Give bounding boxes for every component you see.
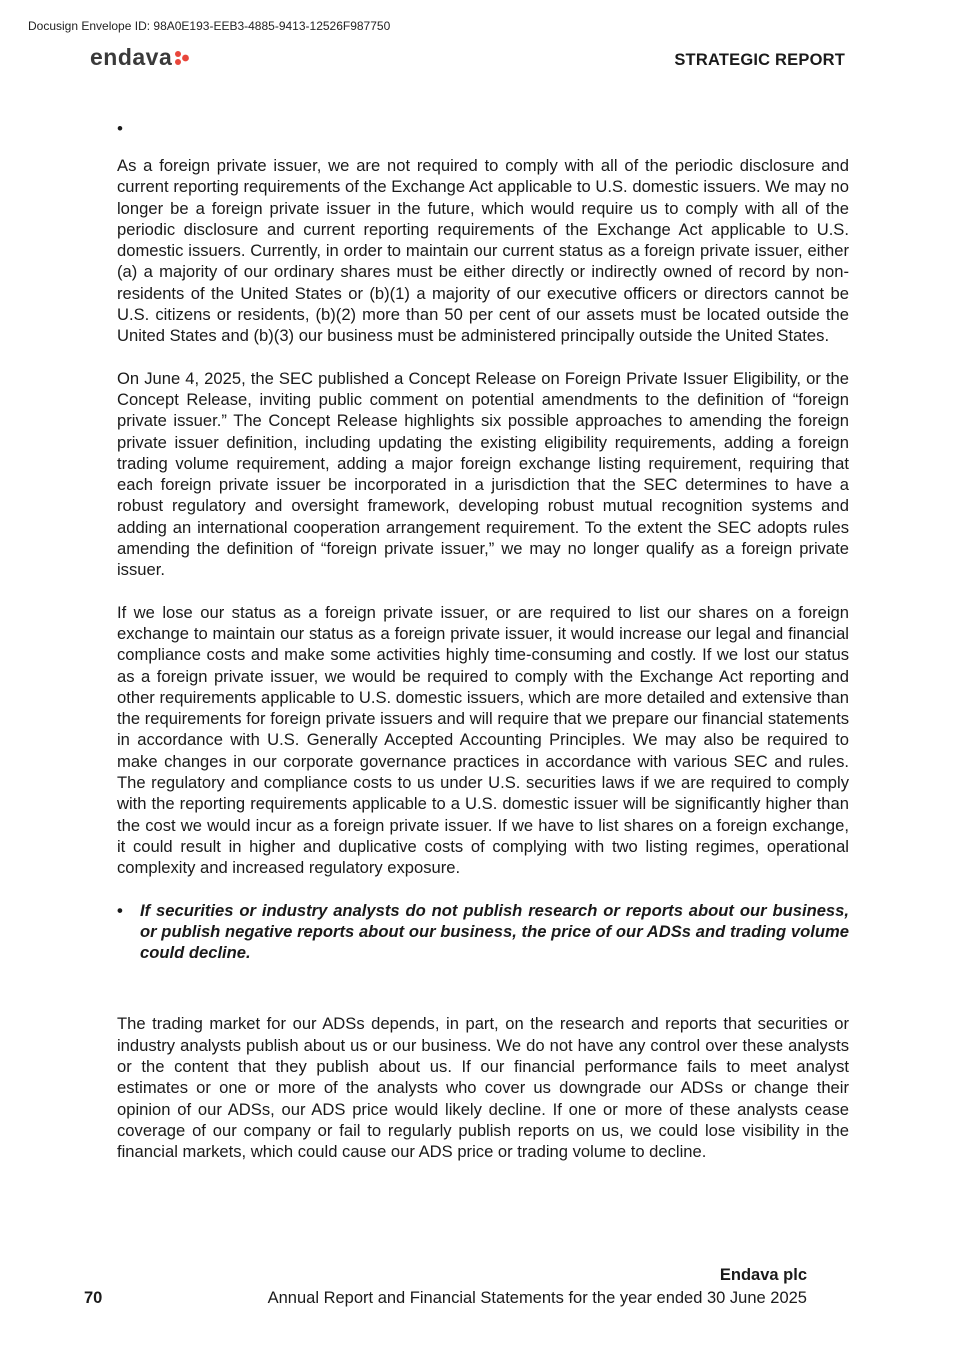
- document-body: [117, 118, 849, 1183]
- docusign-envelope-id: Docusign Envelope ID: 98A0E193-EEB3-4885-9413-12526F987750: [28, 19, 391, 33]
- paragraph-concept-release: On June 4, 2025, the SEC published a Concept Release on Foreign Private Issuer Eligibility, or the Concept Release, inviting public comment on potential amendments to the definition of “foreign private issuer.” The Concept Release highlights six possible approaches to amending the foreign private issuer definition, including updating the existing eligibility requirements, adding a foreign trading volume requirement, adding a major foreign exchange listing requirement, requiring that each foreign private issuer be incorporated in a jurisdiction that the SEC determines to have a robust regulatory and oversight framework, developing robust mutual recognition systems and adding an international cooperation arrangement requirement. To the extent the SEC adopts rules amending the definition of “foreign private issuer,” we may no longer qualify as a foreign private issuer.: [117, 368, 849, 580]
- risk-bullet: •: [117, 900, 123, 920]
- empty-bullet: •: [117, 119, 123, 138]
- paragraph-lose-status: If we lose our status as a foreign private issuer, or are required to list our shares on a foreign exchange to maintain our status as a foreign private issuer, it would increase our legal and financial compliance costs and make some activities highly time-consuming and costly. If we lost our status as a foreign private issuer, we would be required to comply with the Exchange Act reporting and other requirements applicable to U.S. domestic issuers, which are more detailed and extensive than the requirements for foreign private issuers and will require that we prepare our financial statements in accordance with U.S. Generally Accepted Accounting Principles. We may also be required to make changes in our corporate governance practices in accordance with various SEC and rules. The regulatory and compliance costs to us under U.S. securities laws if we are required to comply with the reporting requirements applicable to a U.S. domestic issuer will be significantly higher than the cost we would incur as a foreign private issuer. If we have to list shares on a foreign exchange, it could result in higher and duplicative costs of complying with two listing regimes, operational complexity and increased regulatory exposure.: [117, 602, 849, 878]
- logo-mark-icon: [173, 49, 191, 67]
- footer-company: Endava plc: [719, 1266, 807, 1284]
- logo-text: endava: [90, 44, 173, 70]
- risk-heading-text: If securities or industry analysts do not publish research or reports about our business, or publish negative reports about our business, the price of our ADSs and trading volume could decline.: [140, 900, 849, 963]
- paragraph-analysts: The trading market for our ADSs depends, in part, on the research and reports that securities or industry analysts publish about us or our business. We do not have any control over these analysts or the content that they publish about us. If our financial performance fails to meet analyst estimates or one or more of the analysts who cover us downgrade our ADSs or change their opinion of our ADSs, our ADS price would likely decline. If one or more of these analysts cease coverage of our company or fail to regularly publish reports on us, we could lose visibility in the financial markets, which could cause our ADS price or trading volume to decline.: [117, 1014, 849, 1162]
- paragraph-fpi-status: As a foreign private issuer, we are not required to comply with all of the periodic disclosure and current reporting requirements of the Exchange Act applicable to U.S. domestic issuers. We may no longer be a foreign private issuer in the future, which would require us to comply with all of the periodic disclosure and current reporting requirements of the Exchange Act applicable to U.S. domestic issuers. Currently, in order to maintain our current status as a foreign private issuer, either (a) a majority of our ordinary shares must be either directly or indirectly owned of record by non-residents of the United States or (b)(1) a majority of our executive officers or directors cannot be U.S. citizens or residents, (b)(2) more than 50 per cent of our assets must be located outside the United States and (b)(3) our business must be administered principally outside the United States.: [117, 156, 849, 346]
- risk-factor-heading: [117, 900, 849, 964]
- footer-report-title: Annual Report and Financial Statements for the year ended 30 June 2025: [267, 1289, 807, 1307]
- endava-logo: [90, 44, 191, 71]
- page-number: 70: [84, 1289, 103, 1307]
- section-title: STRATEGIC REPORT: [674, 51, 845, 69]
